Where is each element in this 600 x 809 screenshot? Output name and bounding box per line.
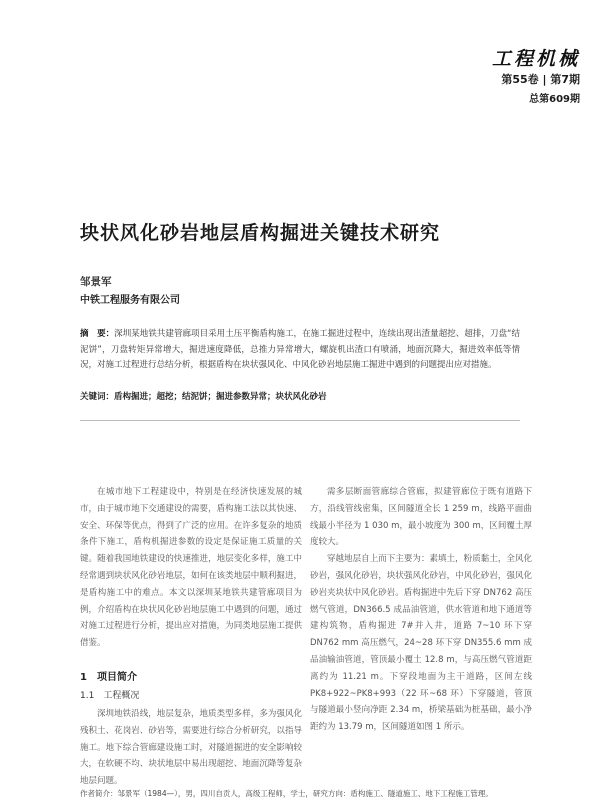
intro-paragraph: 在城市地下工程建设中，特别是在经济快速发展的城市，由于城市地下交通建设的需要，盾构施工法以其快速、安全、环保等优点，得到了广泛的应用。在许多复杂的地质条件下施工，盾构机掘进参数的设定是保证施工质量的关键。随着我国地铁建设的快速推进，地层变化多样，施工中经常遇到块状风化砂岩地层，如何在该类地层中顺利掘进，是盾构施工中的难点。本文以深圳某地铁共建管廊项目为例，介绍盾构在块状风化砂岩地层施工中遇到的问题，通过对施工过程进行分析，提出应对措施，为同类地层施工提供借鉴。 bbox=[80, 487, 302, 649]
author-affiliation: 中铁工程服务有限公司 bbox=[80, 295, 180, 306]
section-heading: 1 项目简介 bbox=[80, 672, 137, 683]
author-name: 邹景军 bbox=[80, 276, 112, 288]
keywords-label: 关键词： bbox=[80, 392, 115, 402]
issue-number: 第55卷 | 第7期 bbox=[501, 73, 580, 86]
body-column-left bbox=[80, 484, 302, 652]
author-footnote: 作者简介：邹景军（1984—），男，四川自贡人，高级工程师，学士，研究方向：盾构施工、隧道施工、地下工程施工管理。 bbox=[80, 789, 493, 798]
abstract bbox=[80, 327, 520, 374]
overview-paragraph-2: 穿越地层自上而下主要为：素填土，粉质黏土，全风化砂岩，强风化砂岩，块状强风化砂岩，中风化砂岩，强风化砂岩夹块状中风化砂岩。盾构掘进中先后下穿 DN762 高压燃气管道，DN366.5 成品油管道，供水管道和地下通道等建构筑物，盾构掘进 7#并入井，道路 7~10 环下穿 DN762 mm 高压燃气，24~28 环下穿 DN355.6 mm 成品油输油管道，管顶最小覆土 12.8 m，与高压燃气管道距离约为 11.21 m。下穿段地面为主干道路，区间左线 PK8+922~PK8+993（22 环~68 环）下穿隧道，管顶与隧道最小竖向净距 2.34 m，桥梁基础为桩基础，最小净距约为 13.79 m，区间隧道如图 1 所示。 bbox=[310, 554, 532, 733]
journal-logo: 工程机械 bbox=[491, 48, 580, 70]
abstract-label: 摘 要： bbox=[80, 329, 115, 339]
article-title: 块状风化砂岩地层盾构掘进关键技术研究 bbox=[80, 222, 441, 244]
body-column-right bbox=[310, 484, 532, 736]
overview-paragraph-1: 需多层断面管廊综合管廊，拟建管廊位于既有道路下方，沿线管线密集，区间隧道全长 1 259 m，线路平面曲线最小半径为 1 030 m，最小坡度为 300 m，区间覆土厚度较大。 bbox=[310, 487, 532, 548]
keywords-text: 盾构掘进；超挖；结泥饼；掘进参数异常；块状风化砂岩 bbox=[114, 392, 327, 402]
section-divider bbox=[80, 420, 520, 421]
section-paragraph: 深圳地铁沿线，地层复杂，地质类型多样，多为强风化残积土、花岗岩、砂岩等，需要进行综合分析研究，以指导施工。地下综合管廊建设施工时，对隧道掘进的安全影响较大，在软硬不均、块状地层中易出现超挖、地面沉降等复杂地层问题。 bbox=[80, 709, 302, 787]
keywords bbox=[80, 390, 520, 402]
subsection-heading: 1.1 工程概况 bbox=[80, 691, 140, 701]
abstract-text: 深圳某地铁共建管廊项目采用土压平衡盾构施工，在施工掘进过程中，连续出现出渣量超挖、超排，刀盘“结泥饼”，刀盘转矩异常增大，掘进速度降低，总推力异常增大，螺旋机出渣口有喷涌，地面沉降大，掘进效率低等情况，对施工过程进行总结分析，根据盾构在块状强风化、中风化砂岩地层施工掘进中遇到的问题提出应对措施。 bbox=[80, 329, 520, 370]
total-issue-number: 总第609期 bbox=[529, 94, 580, 105]
section-body bbox=[80, 706, 302, 790]
